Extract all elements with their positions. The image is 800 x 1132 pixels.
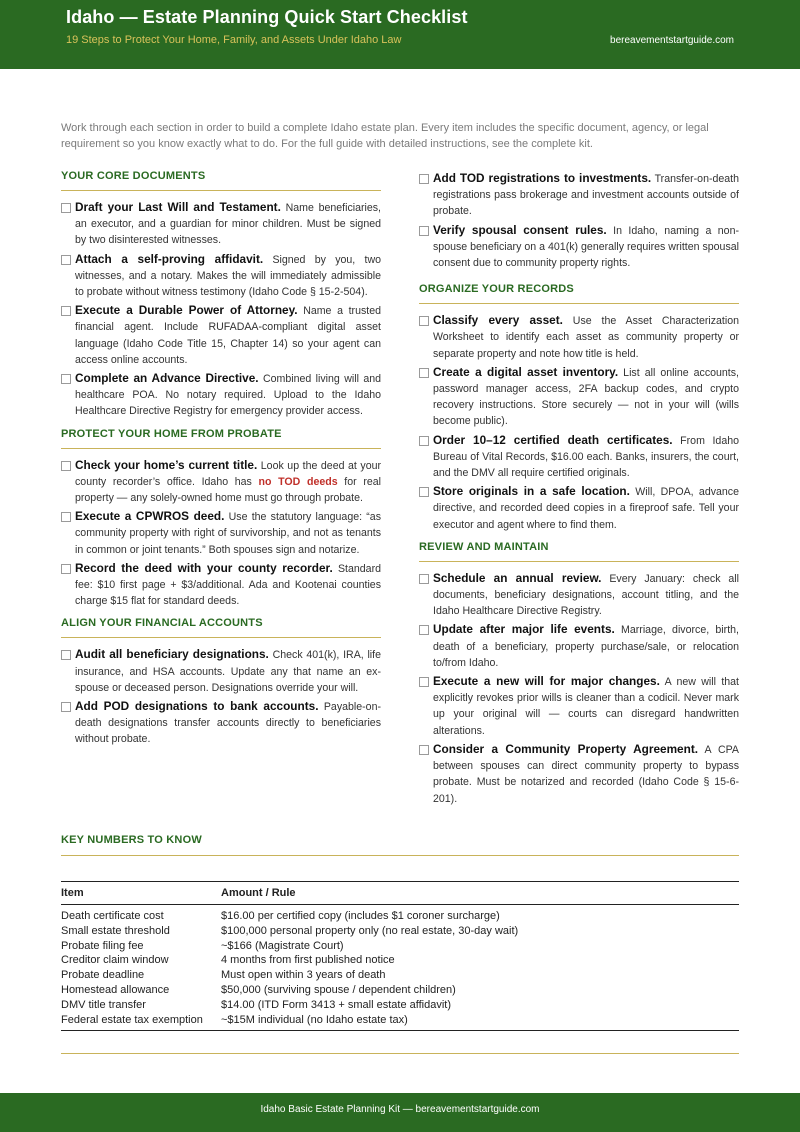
checklist-item: Verify spousal consent rules. In Idaho, naming a non-spouse beneficiary on a 401(k) generally requires written spousal consent due to community property rights. <box>419 222 739 272</box>
page-subtitle: 19 Steps to Protect Your Home, Family, and Assets Under Idaho Law <box>66 34 402 46</box>
checkbox-icon[interactable] <box>61 461 71 471</box>
checkbox-icon[interactable] <box>419 487 429 497</box>
section-heading: REVIEW AND MAINTAIN <box>419 541 739 562</box>
checkbox-icon[interactable] <box>419 174 429 184</box>
checkbox-icon[interactable] <box>61 255 71 265</box>
key-numbers-heading: KEY NUMBERS TO KNOW <box>61 834 739 856</box>
table-row: Probate filing fee ~$166 (Magistrate Court) <box>61 939 344 952</box>
checklist-item: Attach a self-proving affidavit. Signed by you, two witnesses, and a notary. Makes the will immediately admissible to probate without witness testimony (Idaho Code § 15-2-504). <box>61 251 381 301</box>
warning-highlight: no TOD deeds <box>258 475 338 488</box>
checkbox-icon[interactable] <box>419 226 429 236</box>
table-header-row <box>61 882 739 905</box>
checkbox-icon[interactable] <box>61 702 71 712</box>
table-row: DMV title transfer $14.00 (ITD Form 3413 + small estate affidavit) <box>61 998 451 1011</box>
column-header: Item <box>61 887 84 899</box>
section-review-maintain <box>419 541 739 807</box>
table-row: Probate deadline Must open within 3 years of death <box>61 969 386 982</box>
checkbox-icon[interactable] <box>61 512 71 522</box>
section-core-documents <box>61 170 381 420</box>
checklist-item: Execute a new will for major changes. A new will that explicitly revokes prior wills is cleaner than a codicil. Never mark up your original will — courts can disregard handwritten alterations. <box>419 673 739 739</box>
checklist-item: Store originals in a safe location. Will, DPOA, advance directive, and recorded deed copies in a fireproof safe. Tell your executor and agent where to find them. <box>419 483 739 533</box>
table-row: Homestead allowance $50,000 (surviving spouse / dependent children) <box>61 983 456 996</box>
checklist-item: Check your home’s current title. Look up the deed at your county recorder’s office. Idaho has no TOD deeds for real property — any solely-owned home must go through probate. <box>61 457 381 507</box>
section-protect-home <box>61 428 381 610</box>
page-header <box>0 0 800 69</box>
page-footer: Idaho Basic Estate Planning Kit — bereavementstartguide.com <box>0 1093 800 1132</box>
checklist-item: Execute a CPWROS deed. Use the statutory language: “as community property with right of survivorship, and not as tenants in common or joint tenants.” Both spouses sign and notarize. <box>61 508 381 558</box>
checkbox-icon[interactable] <box>419 625 429 635</box>
checkbox-icon[interactable] <box>61 564 71 574</box>
section-organize-records <box>419 283 739 533</box>
intro-text: Work through each section in order to build a complete Idaho estate plan. Every item includes the specific document, agency, or legal requirement so you know exactly what to do. For the full guide with detailed instructions, see the complete kit. <box>61 122 709 150</box>
site-link[interactable]: bereavementstartguide.com <box>610 35 734 46</box>
checkbox-icon[interactable] <box>61 203 71 213</box>
column-header: Amount / Rule <box>221 887 296 899</box>
checklist-item: Consider a Community Property Agreement. A CPA between spouses can direct community property to bypass probate. Must be notarized and recorded (Idaho Code § 15-6-201). <box>419 741 739 807</box>
table-body <box>61 909 739 1030</box>
table-row: Creditor claim window 4 months from first published notice <box>61 954 395 967</box>
table-row: Federal estate tax exemption ~$15M individual (no Idaho estate tax) <box>61 1013 408 1026</box>
checklist-item: Order 10–12 certified death certificates. From Idaho Bureau of Vital Records, $16.00 each. Banks, insurers, the court, and the DMV all require certified originals. <box>419 432 739 482</box>
checklist-item: Execute a Durable Power of Attorney. Name a trusted financial agent. Include RUFADAA-compliant digital asset language (Idaho Code Title 15, Chapter 14) so your agent can access online accounts. <box>61 302 381 368</box>
left-column <box>61 170 381 756</box>
checklist-item: Record the deed with your county recorder. Standard fee: $10 first page + $3/additional. Ada and Kootenai counties charge $15 flat for standard deeds. <box>61 560 381 610</box>
section-heading: ALIGN YOUR FINANCIAL ACCOUNTS <box>61 617 381 638</box>
section-heading: ORGANIZE YOUR RECORDS <box>419 283 739 304</box>
table-row: Death certificate cost $16.00 per certified copy (includes $1 coroner surcharge) <box>61 910 500 922</box>
section-heading: YOUR CORE DOCUMENTS <box>61 170 381 191</box>
key-numbers-table <box>61 881 739 1031</box>
checkbox-icon[interactable] <box>419 436 429 446</box>
section-financial-accounts <box>61 617 381 747</box>
checkbox-icon[interactable] <box>419 368 429 378</box>
checklist-item: Schedule an annual review. Every January: check all documents, beneficiary designations, account titling, and the Idaho Healthcare Directive Registry. <box>419 570 739 620</box>
checklist-item: Complete an Advance Directive. Combined living will and healthcare POA. No notary required. Upload to the Idaho Healthcare Directive Registry for emergency provider access. <box>61 370 381 420</box>
right-column <box>419 170 739 815</box>
checkbox-icon[interactable] <box>419 745 429 755</box>
checklist-item: Create a digital asset inventory. List all online accounts, password manager access, 2FA backup codes, and crypto recovery instructions. Store securely — not in your will (wills become public). <box>419 364 739 430</box>
checklist-item: Add TOD registrations to investments. Transfer-on-death registrations pass brokerage and investment accounts outside of probate. <box>419 170 739 220</box>
section-financial-accounts-cont <box>419 170 739 271</box>
checklist-item: Add POD designations to bank accounts. Payable-on-death designations transfer accounts directly to beneficiaries without probate. <box>61 698 381 748</box>
checklist-item: Classify every asset. Use the Asset Characterization Worksheet to identify each asset as community property or separate property and note how title is held. <box>419 312 739 362</box>
checklist-item: Update after major life events. Marriage, divorce, birth, death of a beneficiary, property purchase/sale, or relocation to/from Idaho. <box>419 621 739 671</box>
checkbox-icon[interactable] <box>61 650 71 660</box>
divider <box>61 1053 739 1054</box>
checklist-item: Draft your Last Will and Testament. Name beneficiaries, an executor, and a guardian for minor children. Must be signed by two disinterested witnesses. <box>61 199 381 249</box>
table-row: Small estate threshold $100,000 personal property only (no real estate, 30-day wait) <box>61 924 519 937</box>
page-title: Idaho — Estate Planning Quick Start Checklist <box>66 7 468 27</box>
checklist-item: Audit all beneficiary designations. Check 401(k), IRA, life insurance, and HSA accounts. Update any that name an ex-spouse or deceased person. Designations override your will. <box>61 646 381 696</box>
checkbox-icon[interactable] <box>419 677 429 687</box>
checkbox-icon[interactable] <box>61 374 71 384</box>
checkbox-icon[interactable] <box>419 316 429 326</box>
checkbox-icon[interactable] <box>61 306 71 316</box>
checkbox-icon[interactable] <box>419 574 429 584</box>
section-heading: PROTECT YOUR HOME FROM PROBATE <box>61 428 381 449</box>
